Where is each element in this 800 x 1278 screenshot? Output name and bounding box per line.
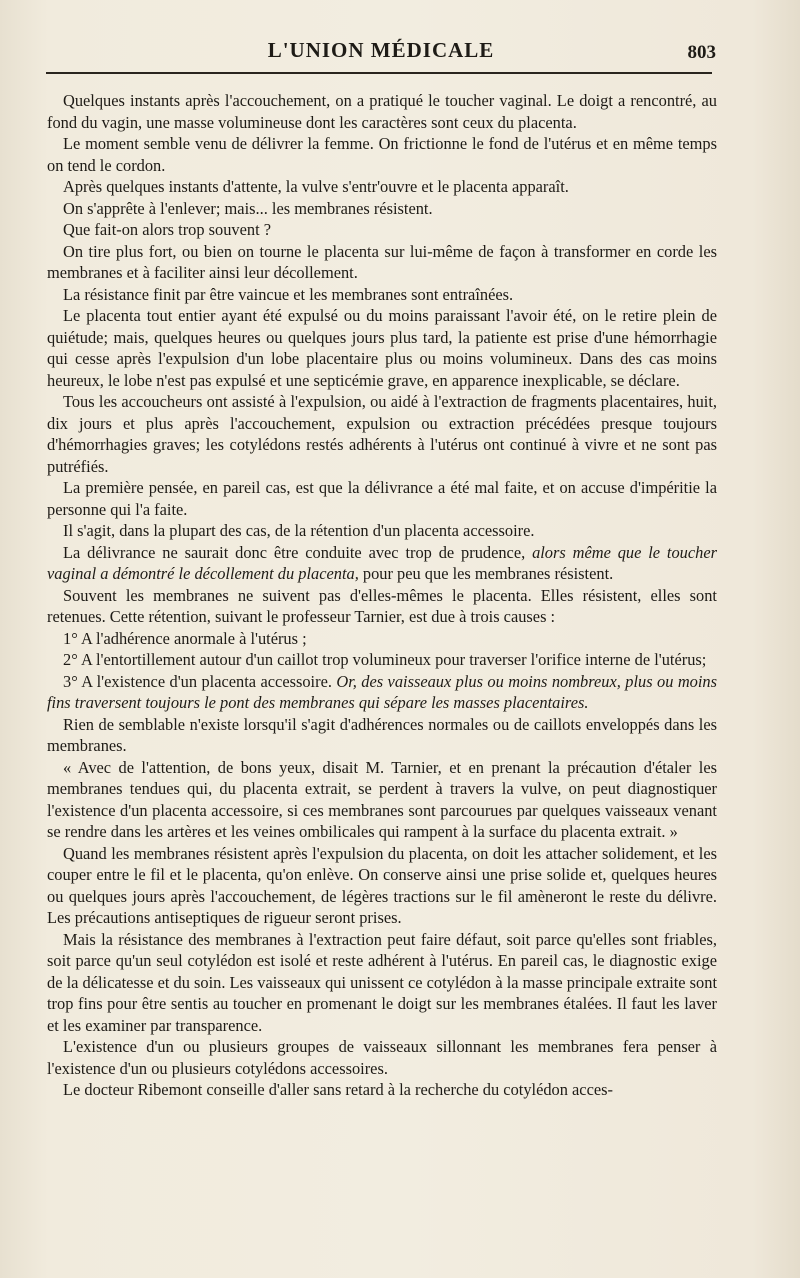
cause-item: 2° A l'entortillement autour d'un caillot trop volumineux pour traverser l'orifice interne de l'utérus; (63, 650, 707, 669)
text-run: pour peu que les membranes résistent. (358, 564, 614, 583)
paragraph: Souvent les membranes ne suivent pas d'elles-mêmes le placenta. Elles résistent, elles sont retenues. Cette rétention, suivant le professeur Tarnier, est due à trois causes : (47, 585, 717, 626)
cause-item: 1° A l'adhérence anormale à l'utérus ; (63, 628, 307, 648)
paragraph: Que fait-on alors trop souvent ? (63, 220, 272, 239)
paragraph: On s'apprête à l'enlever; mais... les membranes résistent. (63, 198, 433, 218)
header-rule (46, 72, 712, 74)
paragraph: Après quelques instants d'attente, la vulve s'entr'ouvre et le placenta apparaît. (63, 177, 569, 196)
paragraph: L'existence d'un ou plusieurs groupes de vaisseaux sillonnant les membranes fera penser à l'existence d'un ou plusieurs cotylédons accessoires. (47, 1037, 717, 1078)
paragraph: Rien de semblable n'existe lorsqu'il s'agit d'adhérences normales ou de caillots enveloppés dans les membranes. (47, 714, 717, 755)
paragraph: Le moment semble venu de délivrer la femme. On frictionne le fond de l'utérus et en même temps on tend le cordon. (47, 134, 717, 175)
paragraph: On tire plus fort, ou bien on tourne le placenta sur lui-même de façon à transformer en corde les membranes et à faciliter ainsi leur décollement. (47, 241, 717, 282)
cause-item (47, 671, 717, 714)
paragraph: Tous les accoucheurs ont assisté à l'expulsion, ou aidé à l'extraction de fragments placentaires, huit, dix jours et plus après l'accouchement, expulsion ou extraction précédées presque toujours d'hémorrhagies graves; les cotylédons restés adhérents à l'utérus ont continué à vivre et ne sont pas putréfiés. (47, 392, 717, 476)
page-header (46, 38, 716, 72)
running-title: L'UNION MÉDICALE (267, 38, 495, 62)
paragraph: Il s'agit, dans la plupart des cas, de la rétention d'un placenta accessoire. (63, 521, 535, 540)
paragraph: Quelques instants après l'accouchement, on a pratiqué le toucher vaginal. Le doigt a rencontré, au fond du vagin, une masse volumineuse dont les caractères sont ceux du placenta. (47, 91, 717, 132)
italic-run: alors même que le toucher vaginal a démontré le décollement du placenta, (47, 542, 717, 583)
italic-run: Or, des vaisseaux plus ou moins nombreux, plus ou moins fins traversent toujours le pont des membranes qui sépare les masses placentaires. (47, 671, 717, 712)
paragraph: Mais la résistance des membranes à l'extraction peut faire défaut, soit parce qu'elles sont friables, soit parce qu'un seul cotylédon est isolé et reste adhérent à l'utérus. En pareil cas, le diagnostic exige de la délicatesse et du soin. Les vaisseaux qui unissent ce cotylédon à la masse principale extraite sont trop fins pour être sentis au toucher en promenant le doigt sur les membranes étalées. Il faut les laver et les examiner par transparence. (47, 929, 717, 1035)
text-run: 3° A l'existence d'un placenta accessoire. (63, 671, 337, 691)
paragraph: La première pensée, en pareil cas, est que la délivrance a été mal faite, et on accuse d'impéritie la personne qui l'a faite. (47, 478, 717, 519)
paragraph: Quand les membranes résistent après l'expulsion du placenta, on doit les attacher solidement, et les couper entre le fil et le placenta, qu'on enlève. On conserve ainsi une prise solide et, quelques heures ou quelques jours après l'accouchement, de légères tractions sur le fil amèneront le reste du délivre. Les précautions antiseptiques de rigueur seront prises. (47, 843, 717, 927)
paragraph: Le docteur Ribemont conseille d'aller sans retard à la recherche du cotylédon acces- (63, 1080, 613, 1099)
quotation-paragraph: « Avec de l'attention, de bons yeux, disait M. Tarnier, et en prenant la précaution d'étaler les membranes tendues qui, du placenta extrait, se perdent à travers la vulve, on peut diagnostiquer l'existence d'un placenta accessoire, si ces membranes sont parcourues par quelques vaisseaux venant se rendre dans les artères et les veines ombilicales qui rampent à la surface du placenta extrait. » (47, 757, 717, 841)
text-run: La délivrance ne saurait donc être conduite avec trop de prudence, (63, 542, 533, 562)
page-number: 803 (687, 42, 716, 63)
paragraph: La résistance finit par être vaincue et les membranes sont entraînées. (63, 284, 514, 304)
paragraph: Le placenta tout entier ayant été expulsé ou du moins paraissant l'avoir été, on le retire plein de quiétude; mais, quelques heures ou quelques jours plus tard, la patiente est prise d'une hémorrhagie qui cesse après l'expulsion d'un lobe placentaire plus ou moins volumineux. Dans des cas moins heureux, le lobe n'est pas expulsé et une septicémie grave, en apparence inexplicable, se déclare. (47, 306, 717, 390)
body-text (47, 90, 717, 1101)
paragraph-delivrance (47, 542, 717, 585)
